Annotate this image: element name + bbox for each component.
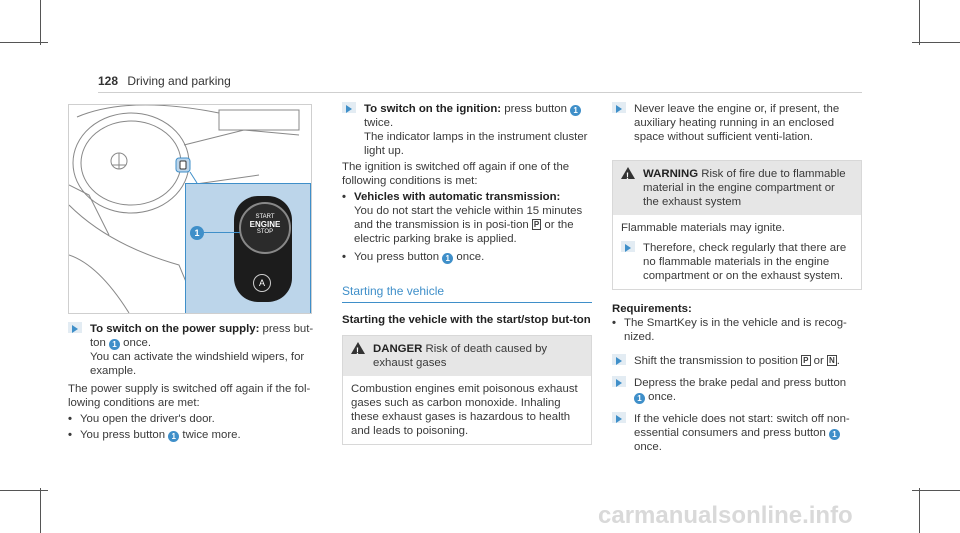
- danger-body: Combustion engines emit poisonous exhaust gases such as carbon monoxide. Inhaling these exhaust gases is hazardous to health and leads to poisoning.: [351, 383, 578, 437]
- arrow-icon: [346, 105, 352, 113]
- instruction-marker: [342, 102, 356, 113]
- label-start: START: [255, 214, 275, 220]
- header-rule: [98, 92, 862, 93]
- list-item-text: You press button: [80, 429, 169, 441]
- list-item: • You press button 1 once.: [342, 251, 485, 263]
- instruction-text: Shift the transmission to position: [634, 355, 802, 367]
- crop-mark: [919, 488, 920, 533]
- instruction-text: press but-: [259, 323, 314, 335]
- crop-mark: [40, 488, 41, 533]
- arrow-icon: [72, 325, 78, 333]
- instruction-power-supply: [68, 322, 318, 378]
- warning-box: [612, 160, 862, 290]
- instruction-text: once.: [645, 391, 677, 403]
- list-item-text: or the electric parking brake is applied.: [354, 219, 574, 245]
- auto-start-stop-icon: A: [253, 274, 271, 292]
- instruction-marker: [612, 412, 626, 423]
- instruction-title: To switch on the ignition:: [364, 103, 502, 115]
- gear-p-symbol: P: [533, 220, 540, 229]
- instruction-text: once.: [120, 337, 152, 349]
- warning-header: [613, 161, 861, 215]
- illustration: [68, 104, 312, 314]
- danger-heading: Risk of death caused by exhaust gases: [373, 343, 548, 369]
- page-number: 128: [98, 74, 119, 88]
- label-stop: STOP: [256, 229, 274, 235]
- warning-triangle-icon: !: [621, 167, 635, 179]
- instruction-text: .: [836, 355, 840, 367]
- list-item-text: You press button: [354, 251, 443, 263]
- list-item-text: twice more.: [179, 429, 241, 441]
- instruction-text: The indicator lamps in the instrument cluster light up.: [364, 131, 588, 157]
- column-3: [612, 102, 862, 454]
- arrow-icon: [616, 379, 622, 387]
- callout-badge-inline: 1: [570, 105, 581, 116]
- label-engine: ENGINE: [249, 220, 281, 229]
- arrow-icon: [616, 357, 622, 365]
- callout-badge-inline: 1: [829, 429, 840, 440]
- instruction-marker: [621, 241, 635, 252]
- instruction-text: or: [810, 355, 827, 367]
- warning-body: [613, 215, 861, 289]
- warning-label: WARNING: [643, 168, 699, 180]
- column-2: [342, 102, 592, 445]
- callout-badge-inline: 1: [109, 339, 120, 350]
- instruction-text: ton: [90, 337, 109, 349]
- crop-mark: [0, 42, 48, 43]
- crop-mark: [919, 0, 920, 45]
- list-item-title: Vehicles with automatic transmission:: [354, 191, 561, 203]
- button-face: [239, 202, 291, 254]
- instruction-ignition: [342, 102, 592, 158]
- section-title: Starting the vehicle: [342, 284, 592, 303]
- list-item-text: You do not start the vehicle within 15 minutes and the transmission is in posi-tion: [354, 205, 583, 231]
- arrow-icon: [625, 244, 631, 252]
- callout-badge-inline: 1: [442, 253, 453, 264]
- instruction-marker: [68, 322, 82, 333]
- detail-panel: [185, 183, 311, 314]
- crop-mark: [912, 42, 960, 43]
- instruction-text: example.: [90, 365, 137, 377]
- crop-mark: [0, 490, 48, 491]
- subsection-title: Starting the vehicle with the start/stop but-ton: [342, 314, 591, 326]
- requirements-title: Requirements:: [612, 303, 692, 315]
- gear-n-symbol: N: [828, 356, 835, 365]
- warning-text: Flammable materials may ignite.: [621, 222, 785, 234]
- callout-badge: 1: [190, 226, 204, 240]
- list-item: • You open the driver's door.: [68, 413, 215, 425]
- instruction-marker: [612, 376, 626, 387]
- instruction-brake: [612, 376, 862, 404]
- instruction-text: You can activate the windshield wipers, for: [90, 351, 305, 363]
- list-item-text: You open the driver's door.: [80, 413, 215, 425]
- warning-triangle-icon: !: [351, 342, 365, 354]
- list-item: • The SmartKey is in the vehicle and is recog-nized.: [612, 316, 862, 344]
- warning-heading: Risk of fire due to flammable material in the engine compartment or the exhaust system: [643, 168, 846, 208]
- instruction-marker: [612, 354, 626, 365]
- danger-header: [343, 336, 591, 376]
- instruction-text: once.: [634, 441, 662, 453]
- section-name: Driving and parking: [127, 74, 231, 88]
- arrow-icon: [616, 415, 622, 423]
- callout-badge-inline: 1: [168, 431, 179, 442]
- list-item: • Vehicles with automatic transmission: You do not start the vehicle within 15 minutes and the transmission is in posi-tion P or the electric parking brake is applied.: [342, 191, 583, 245]
- callout-badge-inline: 1: [634, 393, 645, 404]
- list-item: • You press button 1 twice more.: [68, 429, 241, 441]
- watermark: carmanualsonline.info: [598, 502, 853, 529]
- instruction-text: If the vehicle does not start: switch off non-essential consumers and press button: [634, 413, 850, 439]
- instruction-text: twice.: [364, 117, 394, 129]
- gear-p-symbol: P: [803, 356, 809, 365]
- instruction-marker: [612, 102, 626, 113]
- danger-label: DANGER: [373, 343, 423, 355]
- page-header: [98, 74, 231, 88]
- column-1: [68, 322, 318, 442]
- instruction-shift: [612, 354, 862, 368]
- crop-mark: [912, 490, 960, 491]
- list-item-text: once.: [453, 251, 485, 263]
- paragraph: The power supply is switched off again if the fol-lowing conditions are met:: [68, 383, 311, 409]
- instruction-no-start: [612, 412, 862, 454]
- instruction-title: To switch on the power supply:: [90, 323, 260, 335]
- instruction-text: Therefore, check regularly that there are no flammable materials in the engine compartment or on the exhaust system.: [643, 242, 847, 282]
- warning-instruction: [621, 241, 853, 283]
- instruction-ventilation: [612, 102, 862, 144]
- instruction-text: press button: [501, 103, 571, 115]
- crop-mark: [40, 0, 41, 45]
- instruction-text: Never leave the engine or, if present, the auxiliary heating running in an enclosed space without sufficient venti-lation.: [634, 103, 840, 143]
- danger-box: [342, 335, 592, 445]
- arrow-icon: [616, 105, 622, 113]
- instruction-text: Depress the brake pedal and press button: [634, 377, 847, 389]
- paragraph: The ignition is switched off again if one of the following conditions is met:: [342, 161, 570, 187]
- list-item-text: The SmartKey is in the vehicle and is recog-nized.: [624, 317, 847, 343]
